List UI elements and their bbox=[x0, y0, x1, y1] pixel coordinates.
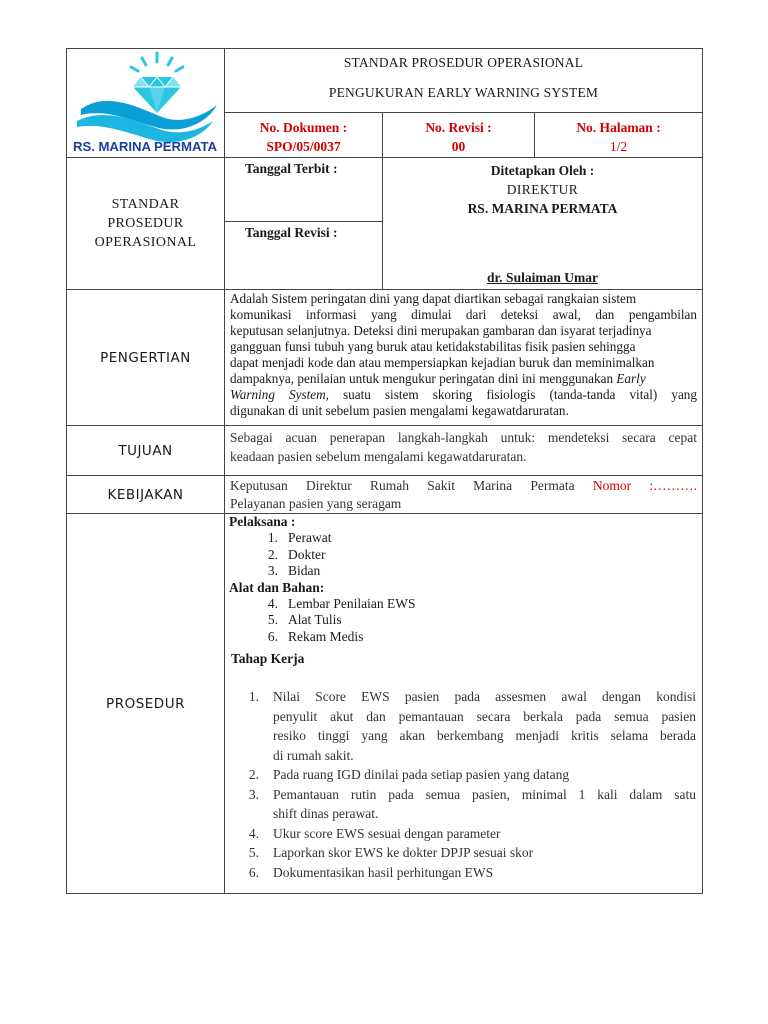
hospital-logo bbox=[67, 49, 223, 157]
revisi-value: 00 bbox=[451, 139, 466, 154]
pelaksana-list bbox=[229, 530, 696, 580]
list-number: 3. bbox=[267, 563, 278, 578]
list-item bbox=[229, 563, 696, 580]
list-item bbox=[229, 547, 696, 564]
list-text: Lembar Penilaian EWS bbox=[288, 595, 416, 611]
list-number: 5. bbox=[248, 845, 259, 860]
pengertian-line: dampaknya, penilaian untuk mengukur peringatan dini ini menggunakan bbox=[230, 371, 614, 386]
jabatan: DIREKTUR bbox=[506, 182, 579, 197]
list-number: 5. bbox=[267, 612, 278, 627]
list-item bbox=[229, 863, 696, 883]
list-line: Pemantauan rutin pada semua pasien, minimal 1 kali dalam satu bbox=[273, 786, 696, 802]
list-number: 1. bbox=[248, 689, 259, 704]
list-text bbox=[273, 687, 696, 765]
list-line: Nilai Score EWS pasien pada assesmen awal dengan kondisi bbox=[273, 689, 696, 704]
list-line: di rumah sakit. bbox=[273, 747, 354, 763]
kebijakan-label-cell bbox=[67, 476, 225, 514]
kebijakan-nomor: Nomor :………. bbox=[592, 478, 698, 493]
pengertian-italic: Early bbox=[616, 371, 646, 386]
ditetapkan-cell bbox=[383, 158, 703, 290]
list-number: 6. bbox=[248, 864, 259, 880]
alat-list bbox=[229, 596, 696, 646]
kebijakan-text bbox=[225, 476, 703, 514]
pengertian-line-7 bbox=[230, 387, 697, 403]
pengertian-line: digunakan di unit sebelum pasien mengalami kegawatdaruratan. bbox=[230, 403, 569, 418]
list-text bbox=[273, 765, 696, 785]
spo-document bbox=[66, 48, 702, 894]
title-cell bbox=[225, 49, 703, 113]
tujuan-label: TUJUAN bbox=[118, 442, 173, 459]
spo-table bbox=[66, 48, 703, 894]
prosedur-label: PROSEDUR bbox=[106, 695, 185, 712]
list-item bbox=[229, 612, 696, 629]
prosedur-content bbox=[225, 514, 703, 894]
spo-label-line: OPERASIONAL bbox=[94, 235, 197, 250]
halaman-cell bbox=[535, 113, 703, 158]
pengertian-line: gangguan funsi tubuh yang buruk atau ketidakstabilitas fisik pasien sehingga bbox=[230, 339, 636, 354]
kebijakan-line2: Pelayanan pasien yang seragam bbox=[230, 496, 402, 511]
spo-label-line: PROSEDUR bbox=[107, 216, 184, 231]
pelaksana-title: Pelaksana : bbox=[229, 514, 296, 529]
tanggal-revisi-label: Tanggal Revisi : bbox=[245, 225, 338, 240]
dokumen-cell bbox=[225, 113, 383, 158]
list-number: 4. bbox=[267, 595, 278, 611]
kebijakan-line bbox=[230, 477, 697, 495]
list-line: Laporkan skor EWS ke dokter DPJP sesuai skor bbox=[273, 845, 534, 860]
doc-title: STANDAR PROSEDUR OPERASIONAL bbox=[343, 55, 584, 70]
instansi: RS. MARINA PERMATA bbox=[467, 201, 618, 216]
pengertian-italic: Warning System, bbox=[230, 387, 329, 402]
list-text: Rekam Medis bbox=[288, 628, 364, 644]
dokumen-value: SPO/05/0037 bbox=[266, 139, 341, 154]
logo-cell bbox=[67, 49, 225, 158]
list-item bbox=[229, 843, 696, 863]
list-line: Dokumentasikan hasil perhitungan EWS bbox=[273, 864, 494, 880]
tahap-title: Tahap Kerja bbox=[231, 651, 305, 666]
pengertian-line: suatu sistem skoring fisiologis (tanda-tanda vital) yang bbox=[343, 387, 697, 402]
tujuan-label-cell bbox=[67, 426, 225, 476]
list-number: 1. bbox=[267, 530, 278, 545]
tujuan-text bbox=[225, 426, 703, 476]
list-item bbox=[229, 765, 696, 785]
pengertian-label-cell bbox=[67, 290, 225, 426]
spo-label-line: STANDAR bbox=[111, 197, 180, 212]
prosedur-label-cell bbox=[67, 514, 225, 894]
list-line: resiko tinggi yang akan berkembang menjadi kritis selama berada bbox=[273, 728, 696, 743]
halaman-value: 1/2 bbox=[609, 139, 628, 154]
pengertian-line: komunikasi informasi yang dimulai dari deteksi awal, dan pengambilan bbox=[230, 307, 697, 322]
halaman-label: No. Halaman : bbox=[576, 120, 661, 135]
logo-text: RS. MARINA PERMATA bbox=[73, 139, 217, 154]
tanggal-revisi-cell bbox=[225, 222, 383, 290]
list-number: 4. bbox=[248, 825, 259, 841]
list-number: 6. bbox=[267, 628, 278, 644]
list-text: Alat Tulis bbox=[288, 612, 342, 627]
list-line: Ukur score EWS sesuai dengan parameter bbox=[273, 825, 501, 841]
list-text: Dokter bbox=[288, 546, 326, 562]
revisi-cell bbox=[383, 113, 535, 158]
spo-label-cell bbox=[67, 158, 225, 290]
list-number: 2. bbox=[248, 767, 259, 782]
direktur-name: dr. Sulaiman Umar bbox=[487, 270, 598, 285]
tujuan-line: Sebagai acuan penerapan langkah-langkah untuk: mendeteksi secara cepat bbox=[230, 430, 697, 445]
pengertian-line: dapat menjadi kode dan atau mempersiapkan kejadian buruk dan meminimalkan bbox=[230, 355, 655, 370]
list-text bbox=[273, 824, 696, 844]
list-text bbox=[273, 863, 696, 883]
list-text: Perawat bbox=[288, 530, 332, 545]
list-number: 2. bbox=[267, 546, 278, 562]
list-item bbox=[229, 596, 696, 613]
doc-subtitle: PENGUKURAN EARLY WARNING SYSTEM bbox=[328, 84, 599, 100]
alat-title: Alat dan Bahan: bbox=[229, 579, 325, 595]
list-line: Pada ruang IGD dinilai pada setiap pasien yang datang bbox=[273, 767, 570, 782]
list-text: Bidan bbox=[288, 563, 321, 578]
list-text bbox=[273, 785, 696, 824]
pengertian-line: keputusan selanjutnya. Deteksi dini merupakan gambaran dan isyarat terjadinya bbox=[230, 323, 652, 338]
list-text bbox=[273, 843, 696, 863]
list-line: penyulit akut dan pemantauan secara berkala pada semua pasien bbox=[273, 708, 696, 724]
list-item bbox=[229, 785, 696, 824]
list-item bbox=[229, 824, 696, 844]
list-item bbox=[229, 687, 696, 765]
list-line: shift dinas perawat. bbox=[273, 806, 379, 821]
revisi-label: No. Revisi : bbox=[425, 120, 492, 135]
list-number: 3. bbox=[248, 786, 259, 802]
dokumen-label: No. Dokumen : bbox=[259, 120, 348, 135]
kebijakan-statement: Keputusan Direktur Rumah Sakit Marina Permata bbox=[230, 478, 575, 493]
list-item bbox=[229, 629, 696, 646]
pengertian-line: Adalah Sistem peringatan dini yang dapat diartikan sebagai rangkaian sistem bbox=[230, 291, 637, 306]
pengertian-line-6 bbox=[230, 371, 697, 387]
tanggal-terbit-label: Tanggal Terbit : bbox=[245, 161, 338, 176]
pengertian-label: PENGERTIAN bbox=[100, 349, 191, 366]
list-item bbox=[229, 530, 696, 547]
ditetapkan-label: Ditetapkan Oleh : bbox=[490, 163, 595, 178]
tahap-list bbox=[229, 687, 696, 882]
spacer bbox=[229, 668, 696, 687]
tujuan-line: keadaan pasien sebelum mengalami kegawatdaruratan. bbox=[230, 449, 527, 464]
tanggal-terbit-cell bbox=[225, 158, 383, 222]
kebijakan-label: KEBIJAKAN bbox=[107, 486, 184, 503]
pengertian-text bbox=[225, 290, 703, 426]
